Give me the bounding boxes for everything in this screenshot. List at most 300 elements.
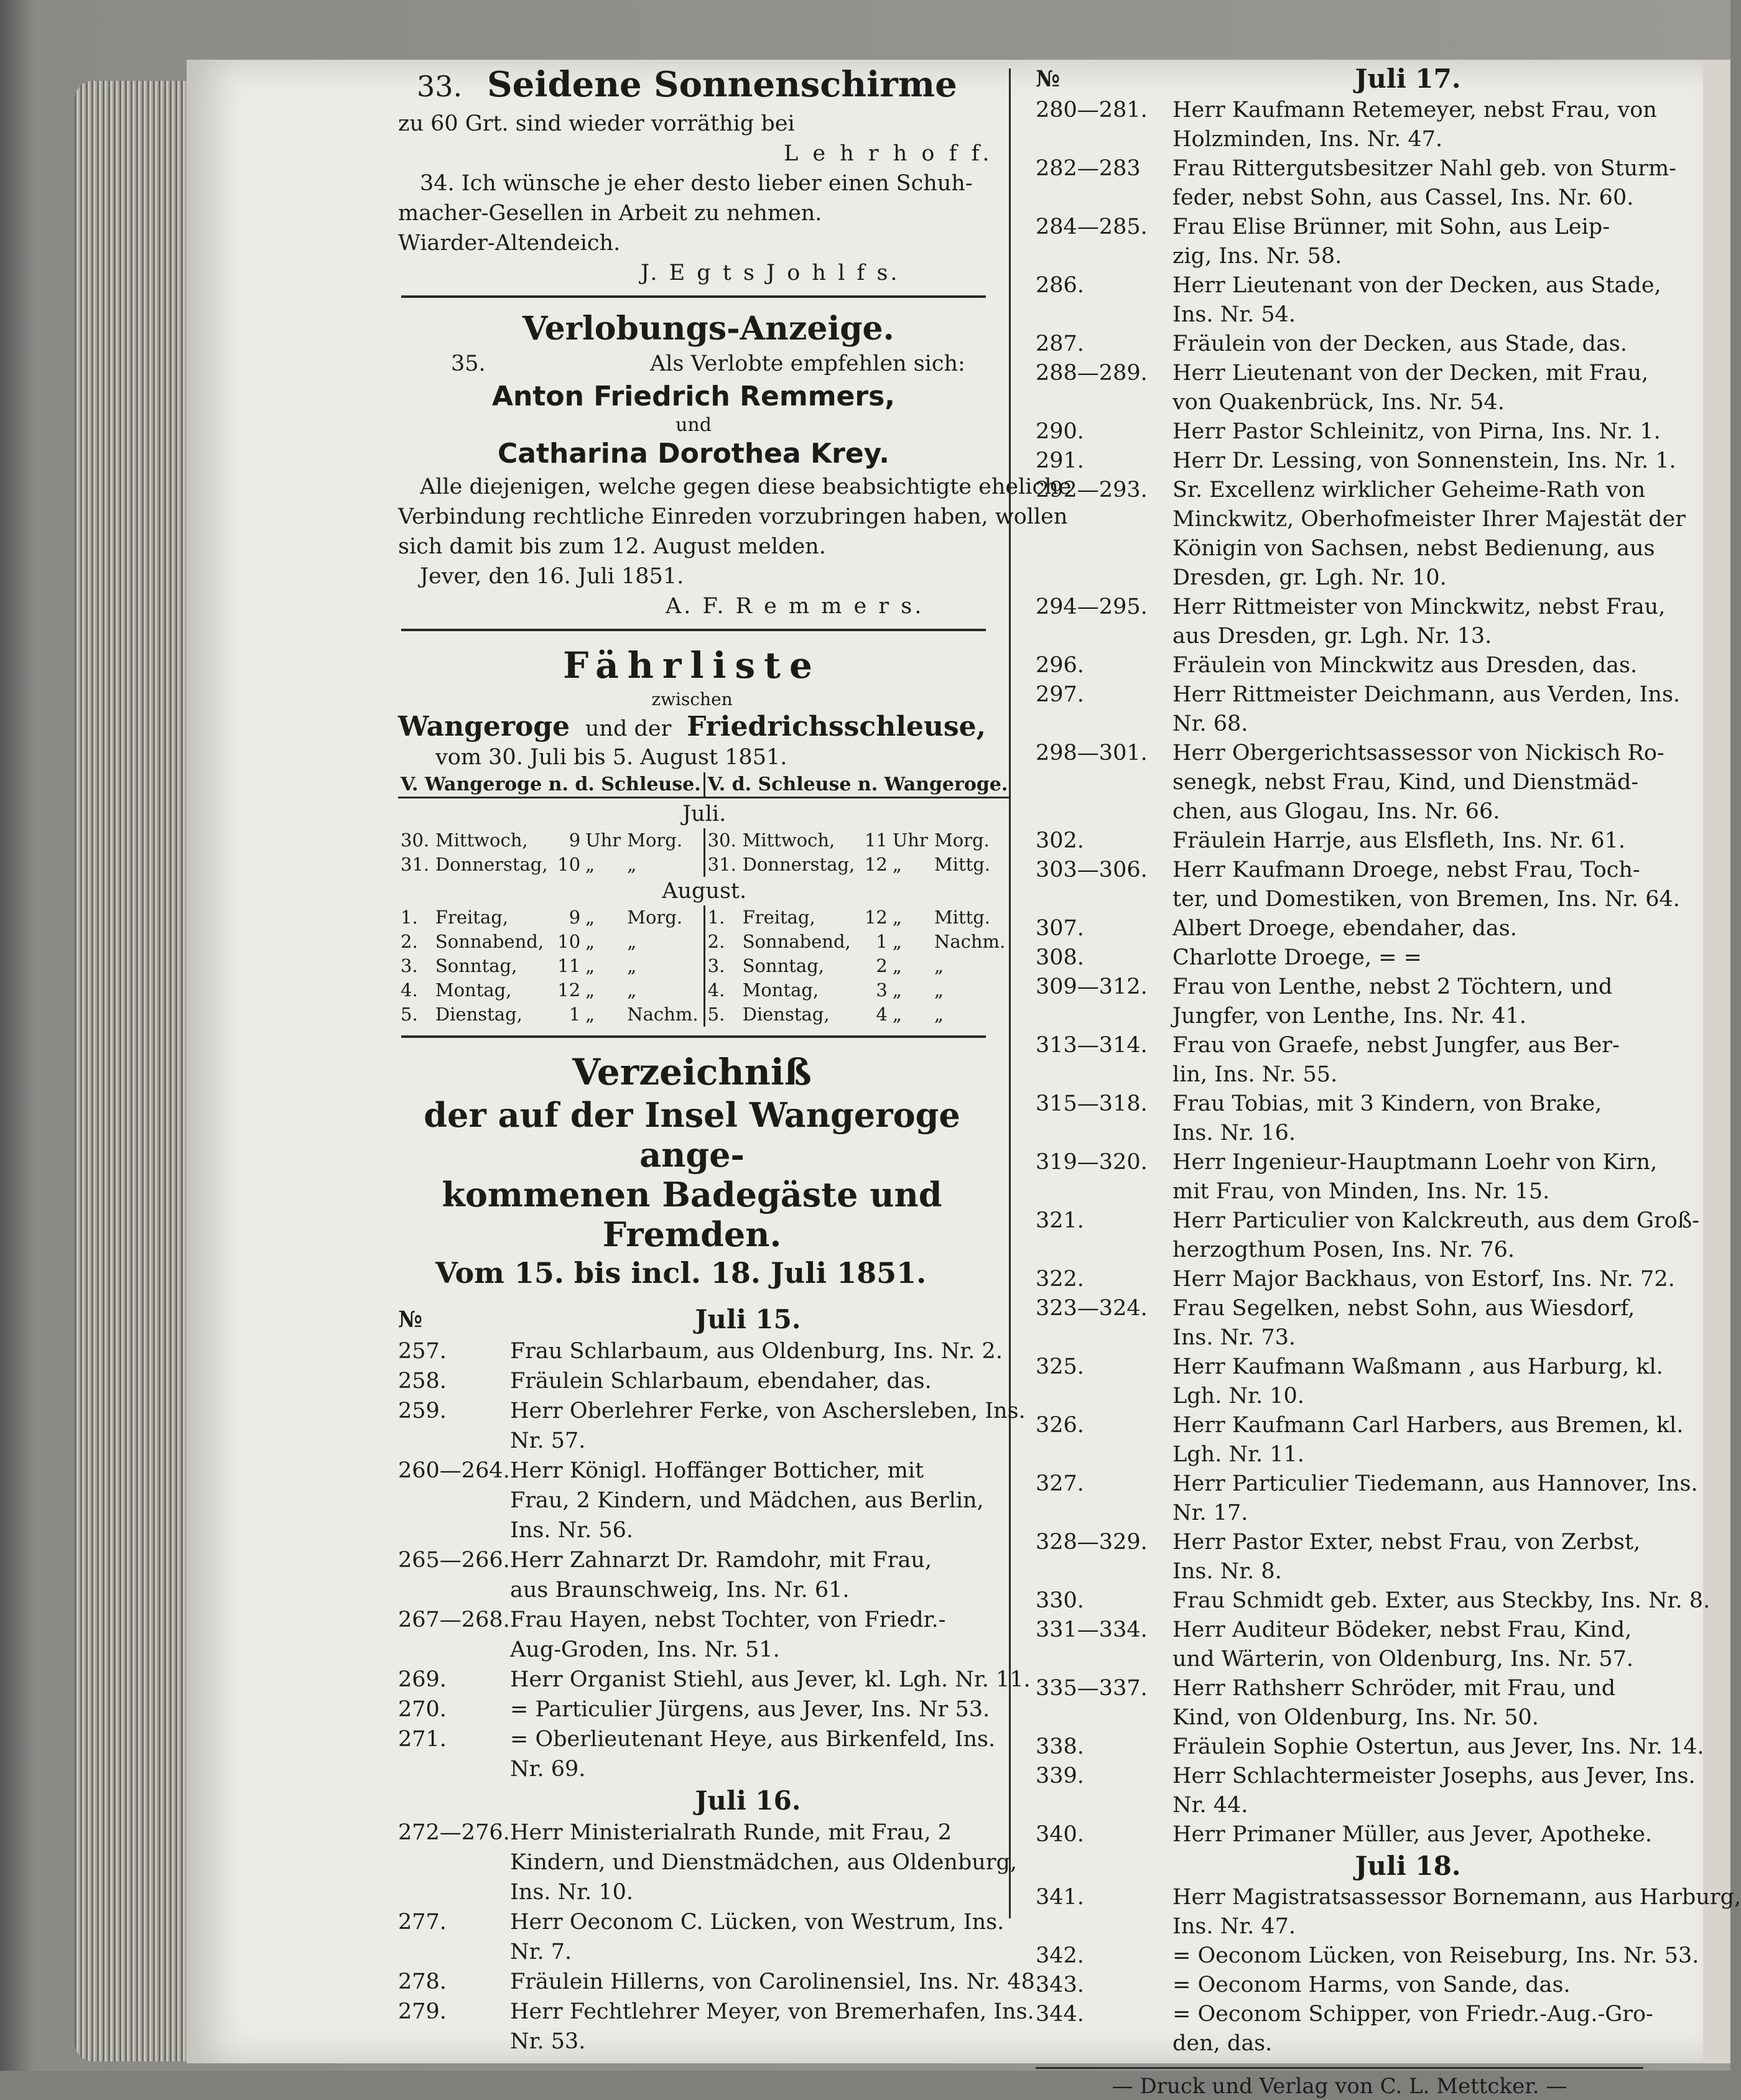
- ferry-cell-h: 10: [557, 931, 581, 952]
- guest-entry: [1036, 973, 1643, 1002]
- entry-continuation: Nr. 17.: [1172, 1501, 1248, 1525]
- entry-text: = Oeconom Schipper, von Friedr.-Aug.-Gro-: [1172, 2002, 1653, 2027]
- fahrliste-zwischen: zwischen: [651, 689, 733, 710]
- entry-text: Fräulein Hillerns, von Carolinensiel, Ins. Nr. 48.: [510, 1969, 1042, 1994]
- entry-number: 313—314.: [1036, 1033, 1148, 1058]
- entry-number: 344.: [1036, 2002, 1084, 2027]
- entry-number: 302.: [1036, 828, 1084, 853]
- entry-continuation: Nr. 68.: [1172, 711, 1248, 736]
- entry-text: Herr Kaufmann Waßmann , aus Harburg, kl.: [1172, 1354, 1663, 1379]
- day-header-juli-18: [1036, 1849, 1643, 1883]
- entry-text: = Oeconom Lücken, von Reiseburg, Ins. Nr. 53.: [1172, 1943, 1699, 1968]
- guest-entry: [398, 1605, 986, 1635]
- entry-number: 338.: [1036, 1734, 1084, 1759]
- ferry-cell-d2: 30.: [707, 830, 736, 851]
- guest-entry: [1036, 1411, 1684, 1440]
- entry-number: 277.: [398, 1910, 447, 1935]
- entry-text: = Oeconom Harms, von Sande, das.: [1172, 1973, 1571, 1997]
- entry-number: 339.: [1036, 1764, 1084, 1788]
- entry-continuation: von Quakenbrück, Ins. Nr. 54.: [1172, 390, 1505, 415]
- entry-text: Herr Lieutenant von der Decken, mit Frau,: [1172, 361, 1649, 386]
- engagement-signature: A. F. R e m m e r s.: [666, 594, 924, 619]
- ferry-cell-wd2: Montag,: [742, 979, 819, 1001]
- day-label: Juli 18.: [1355, 1851, 1461, 1881]
- engagement-place-date: Jever, den 16. Juli 1851.: [420, 564, 684, 589]
- entry-text: Herr Obergerichtsassessor von Nickisch Ro-: [1172, 741, 1664, 766]
- ferry-cell-u2: „: [892, 1004, 902, 1025]
- entry-text: Sr. Excellenz wirklicher Geheime-Rath von: [1172, 478, 1646, 502]
- guest-entry: [1036, 856, 1643, 885]
- ferry-cell-d: 1.: [401, 907, 418, 928]
- entry-continuation: senegk, nebst Frau, Kind, und Dienstmäd-: [1172, 770, 1639, 795]
- entry-number: 284—285.: [1036, 215, 1148, 239]
- ferry-cell-t: „: [627, 931, 637, 952]
- ferry-cell-h: 1: [569, 1004, 581, 1025]
- entry-number: 303—306.: [1036, 858, 1148, 882]
- guest-entry: [1036, 1265, 1675, 1294]
- entry-continuation: feder, nebst Sohn, aus Cassel, Ins. Nr. 60.: [1172, 185, 1634, 210]
- guest-entry: [1036, 96, 1657, 125]
- ferry-cell-h2: 12: [864, 854, 888, 875]
- guest-entry: [1036, 1586, 1711, 1616]
- divider-rule: [401, 295, 986, 298]
- entry-text: Herr Particulier von Kalckreuth, aus dem Groß-: [1172, 1208, 1700, 1233]
- ferry-cell-wd2: Sonnabend,: [742, 931, 851, 952]
- ferry-cell-wd: Sonnabend,: [435, 931, 544, 952]
- entry-text: Herr Kaufmann Retemeyer, nebst Frau, von: [1172, 98, 1657, 123]
- guest-entry: [1036, 593, 1666, 622]
- entry-number: 343.: [1036, 1973, 1084, 1997]
- entry-number: 335—337.: [1036, 1676, 1148, 1701]
- entry-text: Frau Elise Brünner, mit Sohn, aus Leip-: [1172, 215, 1610, 239]
- entry-text: = Particulier Jürgens, aus Jever, Ins. Nr 53.: [510, 1697, 990, 1722]
- entry-continuation: mit Frau, von Minden, Ins. Nr. 15.: [1172, 1179, 1550, 1204]
- ferry-cell-wd: Donnerstag,: [435, 854, 548, 875]
- guest-entry: [1036, 1148, 1658, 1177]
- entry-text: Frau Tobias, mit 3 Kindern, von Brake,: [1172, 1091, 1602, 1116]
- entry-number: 298—301.: [1036, 741, 1148, 766]
- ferry-cell-h2: 3: [876, 979, 888, 1001]
- ferry-cell-t2: Mittg.: [934, 854, 991, 875]
- ferry-cell-d: 2.: [401, 931, 418, 952]
- entry-number: 258.: [398, 1369, 447, 1394]
- entry-number: 325.: [1036, 1354, 1084, 1379]
- guest-entry: [1036, 1528, 1643, 1557]
- ferry-cell-t2: Morg.: [934, 830, 990, 851]
- ferry-cell-h: 9: [569, 907, 581, 928]
- ad33-title-row: [193, 62, 986, 109]
- verzeichniss-heading: Verzeichniß: [572, 1051, 812, 1093]
- ferry-cell-t: Morg.: [627, 907, 683, 928]
- ferry-cell-d: 31.: [401, 854, 430, 875]
- ferry-cell-h: 9: [569, 830, 581, 851]
- ferry-cell-t2: „: [934, 1004, 944, 1025]
- entry-number: 259.: [398, 1399, 447, 1423]
- entry-continuation: Dresden, gr. Lgh. Nr. 10.: [1172, 565, 1447, 590]
- guest-entry: [398, 1724, 996, 1754]
- guest-entry: [1036, 1941, 1699, 1971]
- guest-entry: [398, 1907, 1005, 1937]
- entry-text: Herr Kaufmann Droege, nebst Frau, Toch-: [1172, 858, 1640, 882]
- ferry-cell-t2: Mittg.: [934, 907, 991, 928]
- guest-entry: [1036, 1031, 1643, 1060]
- guest-entry: [1036, 914, 1643, 943]
- guest-entry: [1036, 651, 1643, 680]
- guest-entry: [1036, 359, 1649, 388]
- entry-number: 307.: [1036, 916, 1084, 941]
- entry-text: Fräulein von Minckwitz aus Dresden, das.: [1172, 653, 1638, 678]
- entry-text: Herr Pastor Exter, nebst Frau, von Zerbst,: [1172, 1530, 1641, 1555]
- entries-juli-17: [1036, 96, 1711, 1849]
- ferry-cell-u2: „: [892, 854, 902, 875]
- entry-number: 278.: [398, 1969, 447, 1994]
- entry-text: Herr Major Backhaus, von Estorf, Ins. Nr. 72.: [1172, 1267, 1675, 1292]
- entry-text: Frau Segelken, nebst Sohn, aus Wiesdorf,: [1172, 1296, 1635, 1321]
- entry-number: 265—266.: [398, 1548, 510, 1573]
- entry-text: Herr Oberlehrer Ferke, von Aschersleben, Ins.: [510, 1399, 1026, 1423]
- footer-rule: [1036, 2067, 1643, 2069]
- guest-entry: [1036, 1732, 1704, 1762]
- day-header-juli-17: [1036, 62, 1643, 96]
- entry-text: Albert Droege, ebendaher, das.: [1172, 916, 1517, 941]
- entry-number: 323—324.: [1036, 1296, 1148, 1321]
- ferry-cell-t: „: [627, 979, 637, 1001]
- ferry-cell-d2: 4.: [707, 979, 725, 1001]
- ferry-cell-wd2: Mittwoch,: [742, 830, 835, 851]
- entry-text: Charlotte Droege, = =: [1172, 945, 1422, 970]
- entry-number: 269.: [398, 1667, 447, 1692]
- ferry-month-juli: Juli.: [682, 802, 727, 826]
- guest-entry: [398, 1997, 1034, 2027]
- entry-continuation: aus Dresden, gr. Lgh. Nr. 13.: [1172, 624, 1492, 649]
- guest-entry: [1036, 1206, 1700, 1236]
- printer-imprint: — Druck und Verlag von C. L. Mettcker. —: [1112, 2074, 1567, 2099]
- ferry-col-right-header: V. d. Schleuse n. Wangeroge.: [707, 774, 1008, 795]
- guest-entry: [1036, 1616, 1643, 1645]
- number-symbol: №: [1036, 66, 1061, 92]
- ad33-signature: L e h r h o f f.: [784, 141, 993, 166]
- ferry-cell-u2: „: [892, 955, 902, 976]
- ferry-schedule-table: [398, 772, 1010, 1027]
- entry-number: 267—268.: [398, 1607, 510, 1632]
- entry-text: Herr Magistratsassessor Bornemann, aus Harburg,: [1172, 1885, 1741, 1910]
- entry-text: Herr Primaner Müller, aus Jever, Apotheke.: [1172, 1822, 1653, 1847]
- ferry-col-left-header: V. Wangeroge n. d. Schleuse.: [401, 774, 701, 795]
- entry-text: Herr Fechtlehrer Meyer, von Bremerhafen, Ins.: [510, 1999, 1034, 2024]
- ferry-juli-rows: [398, 828, 1010, 877]
- ad34-text-1: 34. Ich wünsche je eher desto lieber einen Schuh-: [420, 171, 973, 196]
- guest-entry: [398, 1665, 1031, 1695]
- verzeichniss-range: Vom 15. bis incl. 18. Juli 1851.: [435, 1256, 927, 1290]
- entry-text: Fräulein von der Decken, aus Stade, das.: [1172, 331, 1627, 356]
- entry-number: 288—289.: [1036, 361, 1148, 386]
- entry-continuation: Ins. Nr. 56.: [510, 1518, 634, 1543]
- entry-number: 328—329.: [1036, 1530, 1148, 1555]
- day-header-juli-16: [193, 1784, 986, 1818]
- guest-entry: [1036, 826, 1643, 856]
- entry-text: Frau Schlarbaum, aus Oldenburg, Ins. Nr. 2.: [510, 1339, 1003, 1364]
- ferry-cell-d: 30.: [401, 830, 430, 851]
- guest-entry: [1036, 1294, 1643, 1323]
- ferry-cell-u: „: [585, 931, 595, 952]
- entry-text: Herr Dr. Lessing, von Sonnenstein, Ins. Nr. 1.: [1172, 448, 1676, 473]
- guest-entry: [1036, 1883, 1741, 1912]
- ferry-cell-h2: 11: [864, 830, 888, 851]
- ferry-cell-d: 4.: [401, 979, 418, 1001]
- ferry-cell-t: Nachm.: [627, 1004, 699, 1025]
- engagement-name-2: Catharina Dorothea Krey.: [497, 438, 890, 469]
- ad33-title: Seidene Sonnenschirme: [487, 64, 957, 105]
- ferry-row: [398, 930, 1010, 954]
- guest-entry: [1036, 330, 1643, 359]
- entry-number: 271.: [398, 1727, 447, 1752]
- entry-continuation: Frau, 2 Kindern, und Mädchen, aus Berlin,: [510, 1488, 984, 1513]
- ferry-cell-d2: 31.: [707, 854, 736, 875]
- ferry-cell-h: 12: [557, 979, 581, 1001]
- entry-number: 279.: [398, 1999, 447, 2024]
- guest-entry: [398, 1456, 986, 1486]
- guest-entry: [398, 1695, 990, 1724]
- entry-text: Herr Particulier Tiedemann, aus Hannover, Ins.: [1172, 1471, 1698, 1496]
- ad34-signature: J. E g t s J o h l f s.: [641, 261, 900, 285]
- fahrliste-period: vom 30. Juli bis 5. August 1851.: [435, 745, 787, 770]
- entries-juli-16: [193, 1818, 1042, 2056]
- entry-number: 260—264.: [398, 1458, 510, 1483]
- ferry-cell-wd2: Sonntag,: [742, 955, 824, 976]
- divider-rule: [401, 1035, 986, 1038]
- entry-continuation: Nr. 69.: [510, 1757, 586, 1782]
- ferry-cell-t2: „: [934, 979, 944, 1001]
- entry-continuation: Ins. Nr. 73.: [1172, 1325, 1296, 1350]
- ferry-cell-t2: „: [934, 955, 944, 976]
- entry-text: Frau von Lenthe, nebst 2 Töchtern, und: [1172, 974, 1613, 999]
- guest-entry: [398, 1818, 986, 1848]
- entry-continuation: und Wärterin, von Oldenburg, Ins. Nr. 57.: [1172, 1647, 1634, 1672]
- ad33-text: zu 60 Grt. sind wieder vorräthig bei: [398, 111, 795, 136]
- entry-continuation: herzogthum Posen, Ins. Nr. 76.: [1172, 1237, 1515, 1262]
- entry-text: Herr Rittmeister Deichmann, aus Verden, Ins.: [1172, 682, 1681, 707]
- entry-text: Herr Rittmeister von Minckwitz, nebst Frau,: [1172, 594, 1666, 619]
- entry-continuation: Nr. 57.: [510, 1428, 586, 1453]
- ferry-header-row: [398, 772, 1010, 798]
- ferry-row: [398, 1002, 1010, 1027]
- ferry-month-august: August.: [662, 879, 747, 904]
- ferry-cell-wd2: Dienstag,: [742, 1004, 830, 1025]
- guest-entry: [398, 1545, 986, 1575]
- ferry-row: [398, 954, 1010, 978]
- ferry-cell-wd2: Freitag,: [742, 907, 815, 928]
- ferry-cell-d2: 2.: [707, 931, 725, 952]
- ferry-cell-h: 10: [557, 854, 581, 875]
- entry-continuation: Königin von Sachsen, nebst Bedienung, aus: [1172, 536, 1655, 561]
- ferry-cell-u: „: [585, 907, 595, 928]
- engagement-intro: Als Verlobte empfehlen sich:: [650, 351, 965, 376]
- divider-rule: [401, 629, 986, 631]
- engagement-number: 35.: [451, 351, 486, 376]
- entry-continuation: Kindern, und Dienstmädchen, aus Oldenburg,: [510, 1850, 1018, 1875]
- engagement-heading: Verlobungs-Anzeige.: [522, 310, 894, 348]
- entry-text: Herr Königl. Hoffänger Botticher, mit: [510, 1458, 924, 1483]
- entries-juli-15: [193, 1336, 1031, 1784]
- engagement-body-3: sich damit bis zum 12. August melden.: [398, 534, 826, 559]
- ferry-cell-d2: 5.: [707, 1004, 725, 1025]
- entry-continuation: Nr. 7.: [510, 1940, 572, 1964]
- entry-text: Herr Ministerialrath Runde, mit Frau, 2: [510, 1820, 952, 1845]
- entry-number: 327.: [1036, 1471, 1084, 1496]
- entry-number: 319—320.: [1036, 1150, 1148, 1175]
- entry-continuation: lin, Ins. Nr. 55.: [1172, 1062, 1338, 1087]
- entry-text: Fräulein Harrje, aus Elsfleth, Ins. Nr. 61.: [1172, 828, 1625, 853]
- ferry-cell-t2: Nachm.: [934, 931, 1006, 952]
- engagement-body-1: Alle diejenigen, welche gegen diese beabsichtigte eheliche: [420, 474, 1072, 499]
- ferry-row: [398, 853, 1010, 877]
- entry-continuation: Nr. 44.: [1172, 1793, 1248, 1818]
- guest-entry: [1036, 476, 1646, 505]
- entry-continuation: Nr. 53.: [510, 2029, 586, 2054]
- entry-continuation: Jungfer, von Lenthe, Ins. Nr. 41.: [1172, 1004, 1526, 1029]
- route-und-der: und der: [585, 716, 672, 741]
- guest-entry: [398, 1396, 1026, 1426]
- entry-number: 294—295.: [1036, 594, 1148, 619]
- guest-entry: [1036, 1820, 1653, 1849]
- entry-number: 321.: [1036, 1208, 1084, 1233]
- ferry-cell-wd2: Donnerstag,: [742, 854, 855, 875]
- guest-entry: [1036, 1762, 1696, 1791]
- fahrliste-heading: Fährliste: [563, 644, 821, 687]
- entry-continuation: Kind, von Oldenburg, Ins. Nr. 50.: [1172, 1705, 1539, 1730]
- guest-entry: [1036, 1089, 1643, 1119]
- entry-text: Herr Organist Stiehl, aus Jever, kl. Lgh. Nr. 11.: [510, 1667, 1031, 1692]
- entry-number: 330.: [1036, 1588, 1084, 1613]
- entry-number: 270.: [398, 1697, 447, 1722]
- guest-entry: [1036, 1971, 1643, 2000]
- ferry-cell-u: „: [585, 979, 595, 1001]
- ferry-cell-d2: 1.: [707, 907, 725, 928]
- guest-entry: [398, 1336, 1003, 1366]
- entry-text: Herr Lieutenant von der Decken, aus Stade,: [1172, 273, 1661, 298]
- guest-entry: [1036, 1353, 1663, 1382]
- day-label: Juli 16.: [695, 1785, 801, 1816]
- entry-number: 297.: [1036, 682, 1084, 707]
- entry-number: 326.: [1036, 1413, 1084, 1438]
- right-column: [1036, 62, 1741, 2100]
- ferry-cell-d: 3.: [401, 955, 418, 976]
- entry-number: 257.: [398, 1339, 447, 1364]
- ferry-cell-u: „: [585, 955, 595, 976]
- entry-text: Herr Rathsherr Schröder, mit Frau, und: [1172, 1676, 1616, 1701]
- entry-continuation: ter, und Domestiken, von Bremen, Ins. Nr. 64.: [1172, 887, 1680, 912]
- number-symbol: №: [398, 1307, 423, 1333]
- ferry-cell-u2: „: [892, 931, 902, 952]
- ferry-cell-wd: Mittwoch,: [435, 830, 528, 851]
- entry-text: = Oberlieutenant Heye, aus Birkenfeld, Ins.: [510, 1727, 996, 1752]
- entry-number: 296.: [1036, 653, 1084, 678]
- engagement-und: und: [676, 414, 712, 436]
- ferry-cell-h2: 1: [876, 931, 888, 952]
- guest-entry: [1036, 154, 1676, 183]
- entry-number: 341.: [1036, 1885, 1084, 1910]
- verzeichniss-subtitle-2: kommenen Badegäste und Fremden.: [442, 1175, 942, 1254]
- entry-number: 292—293.: [1036, 478, 1148, 502]
- ferry-cell-wd: Dienstag,: [435, 1004, 522, 1025]
- guest-entry: [1036, 943, 1643, 973]
- entry-text: Herr Oeconom C. Lücken, von Westrum, Ins.: [510, 1910, 1005, 1935]
- right-page-edge: [1703, 60, 1730, 2063]
- entry-continuation: Lgh. Nr. 10.: [1172, 1384, 1304, 1408]
- guest-entry: [1036, 1469, 1698, 1499]
- verzeichniss-subtitle-1: der auf der Insel Wangeroge ange-: [424, 1095, 960, 1175]
- guest-entry: [1036, 417, 1661, 446]
- guest-entry: [1036, 213, 1643, 242]
- entry-text: Herr Kaufmann Carl Harbers, aus Bremen, kl.: [1172, 1413, 1684, 1438]
- guest-entry: [1036, 2000, 1653, 2029]
- ad34-text-2: macher-Gesellen in Arbeit zu nehmen.: [398, 201, 822, 226]
- engagement-intro-row: [193, 349, 986, 379]
- entry-number: 290.: [1036, 419, 1084, 444]
- entry-number: 280—281.: [1036, 98, 1148, 123]
- ferry-cell-wd: Sonntag,: [435, 955, 518, 976]
- ferry-cell-d: 5.: [401, 1004, 418, 1025]
- ferry-row: [398, 905, 1010, 930]
- engagement-name-1: Anton Friedrich Remmers,: [491, 381, 895, 412]
- entry-continuation: Ins. Nr. 54.: [1172, 302, 1296, 327]
- entry-number: 342.: [1036, 1943, 1084, 1968]
- ferry-row: [398, 828, 1010, 853]
- ferry-cell-u: „: [585, 1004, 595, 1025]
- ferry-cell-u2: „: [892, 907, 902, 928]
- entry-number: 308.: [1036, 945, 1084, 970]
- entry-number: 287.: [1036, 331, 1084, 356]
- entry-continuation: Holzminden, Ins. Nr. 47.: [1172, 127, 1443, 152]
- entry-number: 291.: [1036, 448, 1084, 473]
- day-label: Juli 15.: [695, 1304, 801, 1334]
- entry-continuation: aus Braunschweig, Ins. Nr. 61.: [510, 1578, 850, 1603]
- ferry-cell-t: „: [627, 854, 637, 875]
- ferry-cell-u2: Uhr: [892, 830, 928, 851]
- entry-text: Herr Auditeur Bödeker, nebst Frau, Kind,: [1172, 1617, 1632, 1642]
- entry-number: 286.: [1036, 273, 1084, 298]
- ferry-cell-h2: 12: [864, 907, 888, 928]
- entry-continuation: Aug-Groden, Ins. Nr. 51.: [510, 1637, 780, 1662]
- entry-number: 340.: [1036, 1822, 1084, 1847]
- guest-entry: [1036, 446, 1676, 476]
- entry-number: 315—318.: [1036, 1091, 1148, 1116]
- guest-entry: [398, 1366, 986, 1396]
- ferry-cell-u: Uhr: [585, 830, 621, 851]
- entry-number: 272—276.: [398, 1820, 510, 1845]
- entry-continuation: Ins. Nr. 47.: [1172, 1914, 1296, 1939]
- ferry-cell-wd: Montag,: [435, 979, 512, 1001]
- route-friedrichsschleuse: Friedrichsschleuse,: [687, 711, 986, 742]
- entry-continuation: chen, aus Glogau, Ins. Nr. 66.: [1172, 799, 1500, 824]
- guest-entry: [1036, 1674, 1643, 1703]
- ferry-cell-h2: 4: [876, 1004, 888, 1025]
- entry-text: Fräulein Sophie Ostertun, aus Jever, Ins. Nr. 14.: [1172, 1734, 1704, 1759]
- entry-text: Herr Zahnarzt Dr. Ramdohr, mit Frau,: [510, 1548, 932, 1573]
- day-label: Juli 17.: [1355, 63, 1461, 94]
- entry-text: Herr Schlachtermeister Josephs, aus Jever, Ins.: [1172, 1764, 1696, 1788]
- entry-text: Herr Ingenieur-Hauptmann Loehr von Kirn,: [1172, 1150, 1658, 1175]
- entry-continuation: zig, Ins. Nr. 58.: [1172, 244, 1342, 269]
- guest-entry: [1036, 271, 1661, 300]
- ferry-row: [398, 978, 1010, 1002]
- entry-text: Frau Rittergutsbesitzer Nahl geb. von Sturm-: [1172, 156, 1676, 181]
- entry-continuation: Ins. Nr. 8.: [1172, 1559, 1282, 1584]
- ferry-cell-t: „: [627, 955, 637, 976]
- guest-entry: [1036, 680, 1681, 710]
- route-wangeroge: Wangeroge: [398, 711, 570, 742]
- ferry-august-rows: [398, 905, 1010, 1027]
